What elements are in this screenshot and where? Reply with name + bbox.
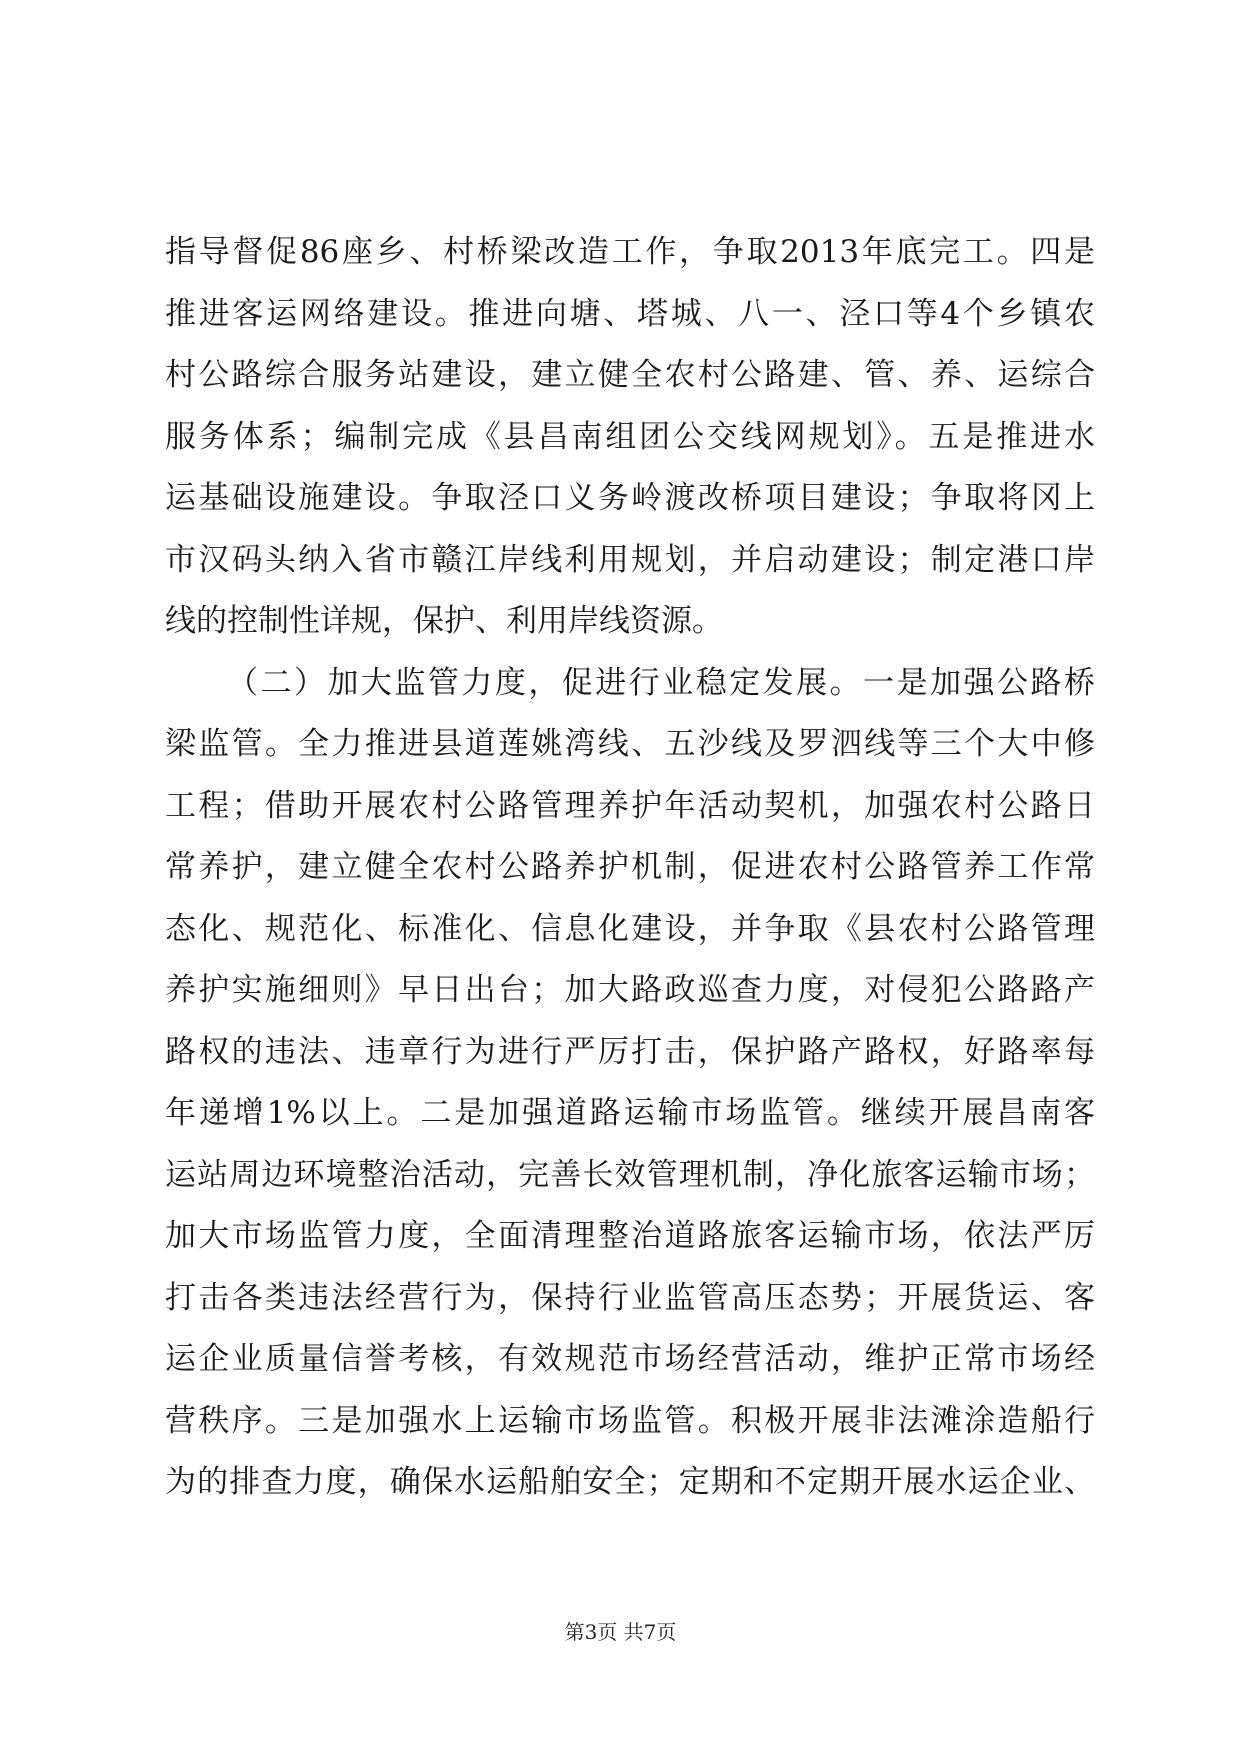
text-line: 运基础设施建设。争取泾口义务岭渡改桥项目建设；争取将冈上 (165, 480, 1095, 516)
text-line: 为的排查力度，确保水运船舶安全；定期和不定期开展水运企业、 (165, 1464, 1095, 1500)
text-line: 市汉码头纳入省市赣江岸线利用规划，并启动建设；制定港口岸 (165, 541, 1095, 578)
text-line: 运站周边环境整治活动，完善长效管理机制，净化旅客运输市场； (165, 1156, 1095, 1193)
text-line: 态化、规范化、标准化、信息化建设，并争取《县农村公路管理 (165, 910, 1095, 947)
text-line: 运企业质量信誉考核，有效规范市场经营活动，维护正常市场经 (165, 1341, 1095, 1377)
text-line: 指导督促86座乡、村桥梁改造工作，争取2013年底完工。四是 (165, 234, 1095, 270)
text-line: 打击各类违法经营行为，保持行业监管高压态势；开展货运、客 (165, 1279, 1095, 1316)
text-line: 加大市场监管力度，全面清理整治道路旅客运输市场，依法严厉 (165, 1218, 1095, 1254)
paragraph-first-line: （二）加大监管力度，促进行业稳定发展。一是加强公路桥 (227, 664, 1095, 701)
text-line: 工程；借助开展农村公路管理养护年活动契机，加强农村公路日 (165, 787, 1095, 824)
text-line: 线的控制性详规，保护、利用岸线资源。 (165, 603, 723, 639)
text-line: 服务体系；编制完成《县昌南组团公交线网规划》。五是推进水 (165, 418, 1095, 455)
text-line: 年递增1%以上。二是加强道路运输市场监管。继续开展昌南客 (165, 1095, 1095, 1131)
text-line: 梁监管。全力推进县道莲姚湾线、五沙线及罗泗线等三个大中修 (165, 726, 1095, 762)
text-line: 常养护，建立健全农村公路养护机制，促进农村公路管养工作常 (165, 849, 1095, 885)
body-text (165, 222, 1095, 1514)
text-line: 路权的违法、违章行为进行严厉打击，保护路产路权，好路率每 (165, 1033, 1095, 1070)
text-line: 养护实施细则》早日出台；加大路政巡查力度，对侵犯公路路产 (165, 972, 1095, 1008)
text-line: 推进客运网络建设。推进向塘、塔城、八一、泾口等4个乡镇农 (165, 295, 1095, 332)
text-line: 营秩序。三是加强水上运输市场监管。积极开展非法滩涂造船行 (165, 1402, 1095, 1439)
page-number-footer: 第3页 共7页 (564, 1620, 677, 1644)
text-line: 村公路综合服务站建设，建立健全农村公路建、管、养、运综合 (165, 357, 1095, 393)
